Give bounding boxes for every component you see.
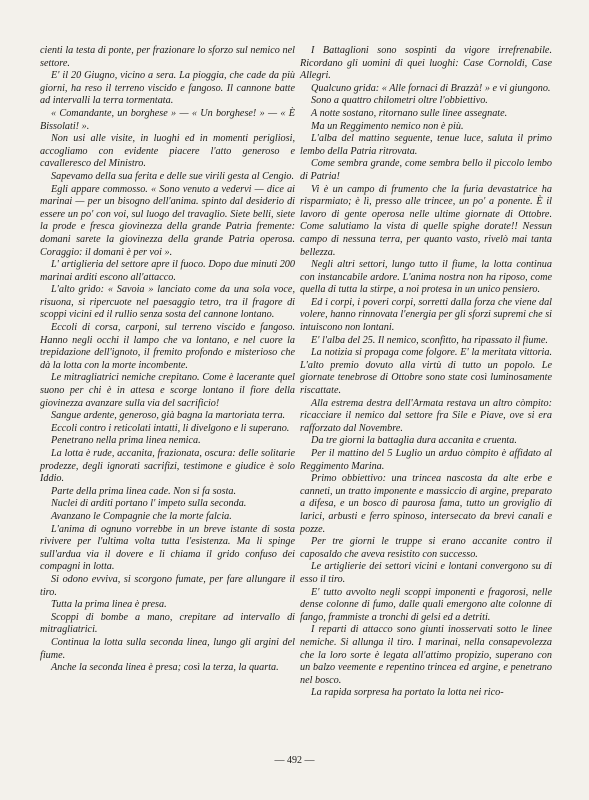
- paragraph: La lotta è rude, accanita, frazionata, oscura: delle solitarie prodezze, degli ignorati sacrifizi, testimone e giudice è solo Iddio.: [40, 448, 295, 485]
- paragraph: « Comandante, un borghese » — « Un borghese! » — « È Bissolati! ».: [40, 107, 295, 132]
- left-text-column: [40, 45, 295, 675]
- paragraph: I reparti di attacco sono giunti inosservati sotto le linee nemiche. Si allunga il tiro. I marinai, nella consapevolezza che la loro sorte è legata all'attimo propizio, superano con un balzo veemente e repentino trincea ed argine, e penetrano nel bosco.: [300, 624, 552, 686]
- paragraph: Parte della prima linea cade. Non si fa sosta.: [51, 485, 237, 497]
- paragraph: I Battaglioni sono sospinti da vigore irrefrenabile. Ricordano gli uomini di quei luoghi: Case Cornoldi, Case Allegri.: [300, 45, 552, 82]
- paragraph: A notte sostano, ritornano sulle linee assegnate.: [311, 107, 508, 119]
- paragraph: Le artiglierie dei settori vicini e lontani convergono su di esso il tiro.: [300, 561, 552, 585]
- paragraph: Sangue ardente, generoso, già bagna la martoriata terra.: [51, 410, 286, 422]
- paragraph: Si odono evviva, si scorgono fumate, per fare allungare il tiro.: [40, 573, 295, 598]
- paragraph: Per tre giorni le truppe si erano accanite contro il caposaldo che aveva resistito con successo.: [300, 536, 552, 560]
- paragraph: Da tre giorni la battaglia dura accanita e cruenta.: [311, 435, 517, 447]
- paragraph: Eccoli di corsa, carponi, sul terreno viscido e fangoso. Hanno negli occhi il lampo che va lontano, e nel cuore la trepidazione dell'ignoto, il fremito profondo e misterioso che dà la lotta con la morte incombente.: [40, 322, 295, 371]
- paragraph: L'alba del mattino seguente, tenue luce, saluta il primo lembo della Patria ritrovata.: [300, 133, 552, 157]
- paragraph: La notizia si propaga come folgore. E' la meritata vittoria. L'alto premio dovuto alla virtù di tutto un popolo. Le giornate tenebrose di Ottobre sono state così luminosamente riscattate.: [300, 347, 552, 397]
- right-text-column: [300, 45, 552, 700]
- paragraph: L'anima di ognuno vorrebbe in un breve istante di sosta rivivere per l'ultima volta tutta l'esistenza. Ma li spinge sull'ardua via il dovere e li chiama il grido confuso dei compagni in lotta.: [40, 523, 295, 573]
- paragraph: La rapida sorpresa ha portato la lotta nei rico-: [311, 687, 504, 699]
- paragraph: Penetrano nella prima linea nemica.: [51, 435, 201, 447]
- paragraph: cienti la testa di ponte, per frazionare lo sforzo sul nemico nel settore.: [40, 45, 295, 69]
- paragraph: Egli appare commosso. « Sono venuto a vedervi — dice ai marinai — per un bisogno dell'anima. spinto dal desiderio di essere un po' con voi, sul luogo del travaglio. Siete belli, siete la prode e fresca giovinezza della grande Patria fremente: domani sarete la giovinezza della grande Patria operosa. Coraggio: il domani è per voi ».: [40, 183, 295, 258]
- paragraph: E' il 20 Giugno, vicino a sera. La pioggia, che cade da più giorni, ha reso il terreno viscido e fangoso. Il cannone batte ad intervalli la terra tormentata.: [40, 70, 295, 107]
- paragraph: Primo obbiettivo: una trincea nascosta da alte erbe e canneti, un tratto imponente e massiccio di argine, preparato a difesa, e un bosco di paurosa fama, tutto un groviglio di larici, arbusti e ferro spinoso, intersecato da brevi canali e pozze.: [300, 473, 552, 535]
- paragraph: Tutta la prima linea è presa.: [51, 599, 167, 611]
- paragraph: L' artiglieria del settore apre il fuoco. Dopo due minuti 200 marinai arditi escono all'attacco.: [40, 259, 295, 283]
- paragraph: Sapevamo della sua ferita e delle sue virili gesta al Cengio.: [51, 170, 295, 182]
- paragraph: E' tutto avvolto negli scoppi imponenti e fragorosi, nelle dense colonne di fumo, dalle quali emergono alte colonne di fango, frammiste a tronchi di gelsi ed a detriti.: [300, 586, 552, 623]
- paragraph: Per il mattino del 5 Luglio un arduo còmpito è affidato al Reggimento Marina.: [300, 448, 552, 472]
- paragraph: Le mitragliatrici nemiche crepitano. Come è lacerante quel suono per chi è in attesa e scorge lontano il fiore della giovinezza avanzare sulla via del sacrificio!: [40, 372, 295, 409]
- paragraph: Negli altri settori, lungo tutto il fiume, la lotta continua con instancabile ardore. L'anima nostra non ha riposo, come quella di tutta la stirpe, a noi protesa in un unico pensiero.: [300, 259, 552, 296]
- paragraph: Come sembra grande, come sembra bello il piccolo lembo di Patria!: [300, 158, 552, 182]
- paragraph: L'alto grido: « Savoia » lanciato come da una sola voce, risuona, si ripercuote nel paesaggio tetro, tra il fragore di scoppi vicini ed il rullio senza sosta del cannone lontano.: [40, 284, 295, 321]
- paragraph: Scoppi di bombe a mano, crepitare ad intervallo di mitragliatrici.: [40, 611, 295, 636]
- paragraph: Sono a quattro chilometri oltre l'obbiettivo.: [311, 95, 488, 107]
- paragraph: Continua la lotta sulla seconda linea, lungo gli argini del fiume.: [40, 636, 295, 661]
- paragraph: Avanzano le Compagnie che la morte falcia.: [51, 510, 232, 522]
- paragraph: Non usi alle visite, in luoghi ed in momenti perigliosi, accogliamo con evidente piacere l'atto generoso e cavalleresco del Ministro.: [40, 133, 295, 170]
- paragraph: Alla estrema destra dell'Armata restava un altro còmpito: ricacciare il nemico dal settore fra Sile e Piave, ove si era rafforzato dal Novembre.: [300, 397, 552, 434]
- paragraph: Anche la seconda linea è presa; così la terza, la quarta.: [51, 662, 279, 674]
- paragraph: Ed i corpi, i poveri corpi, sorretti dalla forza che viene dal volere, hanno rinnovata l'energia per gli sforzi supremi che si intuiscono non lontani.: [300, 296, 552, 334]
- paragraph: Nuclei di arditi portano l' impeto sulla seconda.: [51, 498, 247, 510]
- paragraph: Vi è un campo di frumento che la furia devastatrice ha risparmiato; è lì, presso alle trincee, un po' a ponente. È il lavoro di gente operosa nelle ultime giornate di Ottobre. Come salutiamo la vista di quelle spighe dorate!! Nessun campo di nessuna terra, per quanto vasto, rivelò mai tanta bellezza.: [300, 183, 552, 258]
- paragraph: Qualcuno grida: « Alle fornaci di Brazzà! » e vi giungono.: [311, 82, 551, 94]
- paragraph: Ma un Reggimento nemico non è più.: [311, 120, 464, 132]
- paragraph: Eccoli contro i reticolati intatti, li divelgono e li superano.: [51, 422, 290, 434]
- page-number: — 492 —: [274, 755, 315, 766]
- paragraph: E' l'alba del 25. Il nemico, sconfitto, ha ripassato il fiume.: [311, 334, 548, 346]
